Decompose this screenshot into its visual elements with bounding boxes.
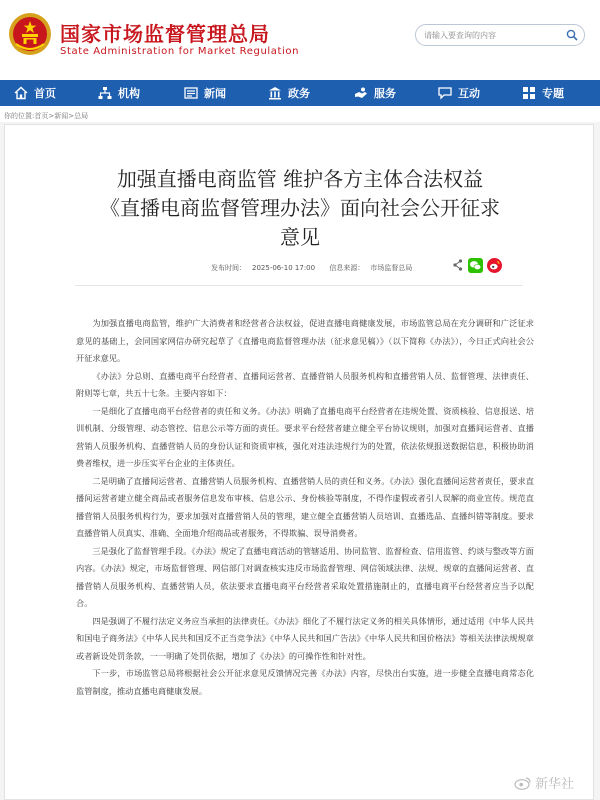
weibo-icon[interactable] <box>487 258 502 273</box>
nav-item-label: 服务 <box>374 87 396 100</box>
nav-item-news[interactable] <box>184 80 226 106</box>
article-title-line: 意见 <box>280 225 320 249</box>
watermark <box>514 773 574 792</box>
article-body <box>76 315 534 700</box>
publish-value: 2025-06-10 17:00 <box>252 264 316 272</box>
breadcrumb-hq[interactable]: 总局 <box>74 112 89 120</box>
watermark-text: 新华社 <box>535 777 575 792</box>
source-value: 市场监督总局 <box>370 264 413 272</box>
national-emblem-icon <box>8 12 52 56</box>
breadcrumb-prefix: 你的位置: <box>4 112 35 120</box>
nav-item-org[interactable] <box>98 80 140 106</box>
nav-item-home[interactable] <box>14 80 56 106</box>
wechat-icon[interactable] <box>468 258 483 273</box>
search-box <box>415 24 585 46</box>
nav-item-label: 政务 <box>288 87 310 100</box>
breadcrumb-separator: > <box>48 112 55 120</box>
article-paragraph: 下一步，市场监管总局将根据社会公开征求意见反馈情况完善《办法》内容，尽快出台实施，进一步健全直播电商常态化监管制度，推动直播电商健康发展。 <box>76 668 534 696</box>
search-input[interactable] <box>424 28 554 42</box>
article-meta <box>211 263 424 273</box>
share-icon[interactable] <box>453 259 463 271</box>
article-paragraph: 为加强直播电商监管，维护广大消费者和经营者合法权益，促进直播电商健康发展，市场监管总局在充分调研和广泛征求意见的基础上，会同国家网信办研究起草了《直播电商监督管理办法（征求意见稿）》（以下简称《办法》），今日正式向社会公开征求意见。 <box>76 318 534 363</box>
nav-item-label: 互动 <box>458 87 480 100</box>
interaction-icon <box>438 86 452 100</box>
divider <box>75 285 523 286</box>
home-icon <box>14 86 28 100</box>
main-nav <box>0 80 600 106</box>
article-title-line: 《直播电商监督管理办法》面向社会公开征求 <box>100 196 500 220</box>
publish-label: 发布时间： <box>211 264 246 272</box>
publish-time <box>211 264 321 272</box>
article-paragraph: 二是明确了直播间运营者、直播营销人员服务机构、直播营销人员的责任和义务。《办法》强化直播间运营者责任，要求直播间运营者建立健全商品或者服务信息发布审核、信息公示、身份核验等制度，不得作虚假或者引人误解的商业宣传。规范直播营销人员服务机构行为，要求加强对直播营销人员的管理，建立健全直播营销人员培训、直播选品、直播纠错等制度。要求直播营销人员真实、准确、全面地介绍商品或者服务，不得欺骗、误导消费者。 <box>76 475 534 538</box>
site-subtitle: State Administration for Market Regulation <box>60 46 300 57</box>
source-label: 信息来源： <box>329 264 365 272</box>
article-paragraph: 一是细化了直播电商平台经营者的责任和义务。《办法》明确了直播电商平台经营者在违规处置、资质核验、信息报送、培训机制、分级管理、动态管控、信息公示等方面的责任。要求平台经营者建立健全平台协议规则，加强对直播间运营者、直播营销人员服务机构、直播营销人员的身份认证和资质审核，强化对违法违规行为的处置，依法依规报送数据信息，积极协助消费者维权，进一步压实平台企业的主体责任。 <box>76 405 534 468</box>
article-paragraph: 三是强化了监督管理手段。《办法》规定了直播电商活动的管辖适用、协同监管、监督检查、信用监管、约谈与整改等方面内容。《办法》规定，市场监督管理、网信部门对调查核实违反市场监督管理、网信领域法律、法规、规章的直播间运营者、直播营销人员服务机构、直播营销人员，依法要求直播电商平台经营者采取处置措施制止的，直播电商平台经营者应当予以配合。 <box>76 545 534 608</box>
breadcrumb-separator: > <box>68 112 75 120</box>
topic-icon <box>522 86 536 100</box>
gov-affairs-icon <box>268 86 282 100</box>
article-card <box>4 124 594 800</box>
breadcrumb-news[interactable]: 新闻 <box>54 112 69 120</box>
nav-item-interaction[interactable] <box>438 80 480 106</box>
article-paragraph: 四是强调了不履行法定义务应当承担的法律责任。《办法》细化了不履行法定义务的相关具体情形，通过适用《中华人民共和国电子商务法》《中华人民共和国反不正当竞争法》《中华人民共和国广告法》《中华人民共和国价格法》等相关法律法规规章或者新设处罚条款，一一明确了处罚依据，增加了《办法》的可操作性和针对性。 <box>76 615 534 661</box>
weibo-watermark-icon <box>514 776 532 790</box>
service-icon <box>354 86 368 100</box>
site-header <box>0 0 600 80</box>
source <box>329 264 418 272</box>
nav-item-label: 首页 <box>34 87 56 100</box>
article-title <box>45 165 555 252</box>
nav-item-topic[interactable] <box>522 80 564 106</box>
breadcrumb <box>4 111 88 121</box>
search-icon[interactable] <box>566 29 578 41</box>
article-title-line: 加强直播电商监管 维护各方主体合法权益 <box>116 167 484 191</box>
site-title[interactable]: 国家市场监督管理总局 <box>60 22 270 46</box>
nav-item-label: 机构 <box>118 87 140 100</box>
breadcrumb-home[interactable]: 首页 <box>34 112 49 120</box>
news-icon <box>184 86 198 100</box>
nav-item-service[interactable] <box>354 80 396 106</box>
nav-item-label: 新闻 <box>204 87 226 100</box>
article-paragraph: 《办法》分总则、直播电商平台经营者、直播间运营者、直播营销人员服务机构和直播营销人员、监督管理、法律责任、附则等七章，共五十七条。主要内容如下： <box>76 370 534 398</box>
org-chart-icon <box>98 86 112 100</box>
nav-item-label: 专题 <box>542 87 564 100</box>
share-bar <box>453 257 502 273</box>
nav-item-gov[interactable] <box>268 80 310 106</box>
